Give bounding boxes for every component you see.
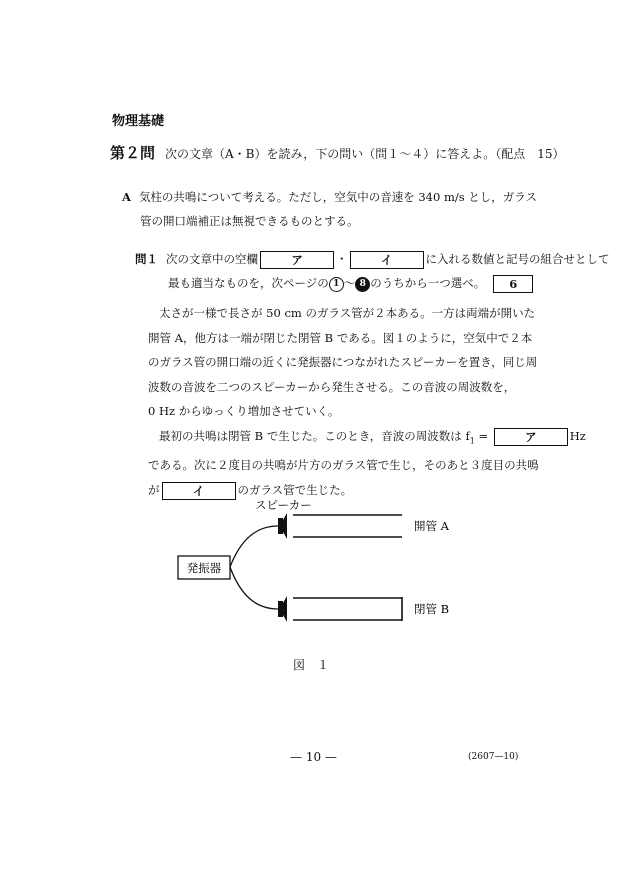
question-1-label: 問１ [135,252,158,266]
choice-end-icon: 8 [355,277,370,292]
question-1-text-c: 最も適当なものを，次ページの [168,276,329,290]
question-instruction: 次の文章（A・B）を読み，下の問い（問１～４）に答えよ。（配点 15） [165,147,565,161]
range-separator: ～ [343,276,356,290]
choice-start-icon: 1 [329,277,344,292]
blank-a-box: ア [494,428,568,446]
cable-upper [230,526,278,567]
subject-title: 物理基礎 [112,114,165,129]
blank-a-box: ア [260,251,334,269]
body-text [148,301,586,502]
question-1 [135,247,610,295]
page-number: — 10 — [290,750,337,764]
body-line: 波数の音波を二つのスピーカーから発生させる。この音波の周波数を， [148,379,516,394]
blank-separator: ・ [336,252,348,266]
section-a-label: A [122,190,131,204]
section-a-line1: 気柱の共鳴について考える。ただし，空気中の音速を 340 m/s とし，ガラス [138,190,537,204]
frequency-subscript: 1 [469,435,475,445]
figure-caption: 図 １ [293,658,330,672]
oscillator-label: 発振器 [186,561,222,575]
body-line: 太さが一様で長さが 50 cm のガラス管が２本ある。一方は両端が開いた [159,306,536,320]
answer-box: 6 [493,275,533,293]
body-fragment: が [148,482,160,497]
body-line: のガラス管の開口端の近くに発振器につながれたスピーカーを置き，同じ周 [148,355,538,369]
speaker-lower-icon [278,596,287,622]
section-a-line2: 管の開口端補正は無視できるものとする。 [140,214,359,228]
frequency-text: 最初の共鳴は閉管 B で生じた。このとき，音波の周波数は f [159,428,470,443]
blank-i-box: イ [162,482,236,500]
tube-a-label: 開管 A [414,519,449,533]
question-number: 第２問 [110,144,156,162]
speaker-upper-icon [278,513,287,539]
cable-lower [230,567,278,609]
question-1-text-a: 次の文章中の空欄 [166,252,258,266]
body-line: 開管 A，他方は一端が閉じた閉管 B である。図１のように，空気中で２本 [148,330,533,345]
blank-i-box: イ [350,251,424,269]
question-1-text-d: のうちから一つ選べ。 [370,276,486,290]
tube-b-label: 閉管 B [414,602,450,616]
body-line: 0 Hz からゆっくり増加させていく。 [148,404,340,418]
body-line [148,424,586,454]
section-a [122,185,537,233]
closed-tube-b [293,597,402,621]
open-tube-a [293,515,402,537]
speaker-label: スピーカー [255,498,312,512]
question-1-text-b: に入れる数値と記号の組合せとして [425,252,610,266]
document-code: (2607—10) [468,752,519,762]
equals-sign: = [474,428,492,443]
body-fragment: のガラス管で生じた。 [237,482,353,497]
body-line: である。次に２度目の共鳴が片方のガラス管で生じ，そのあと３度目の共鳴 [148,458,539,473]
unit-hz: Hz [569,428,586,443]
question-header [110,142,565,163]
